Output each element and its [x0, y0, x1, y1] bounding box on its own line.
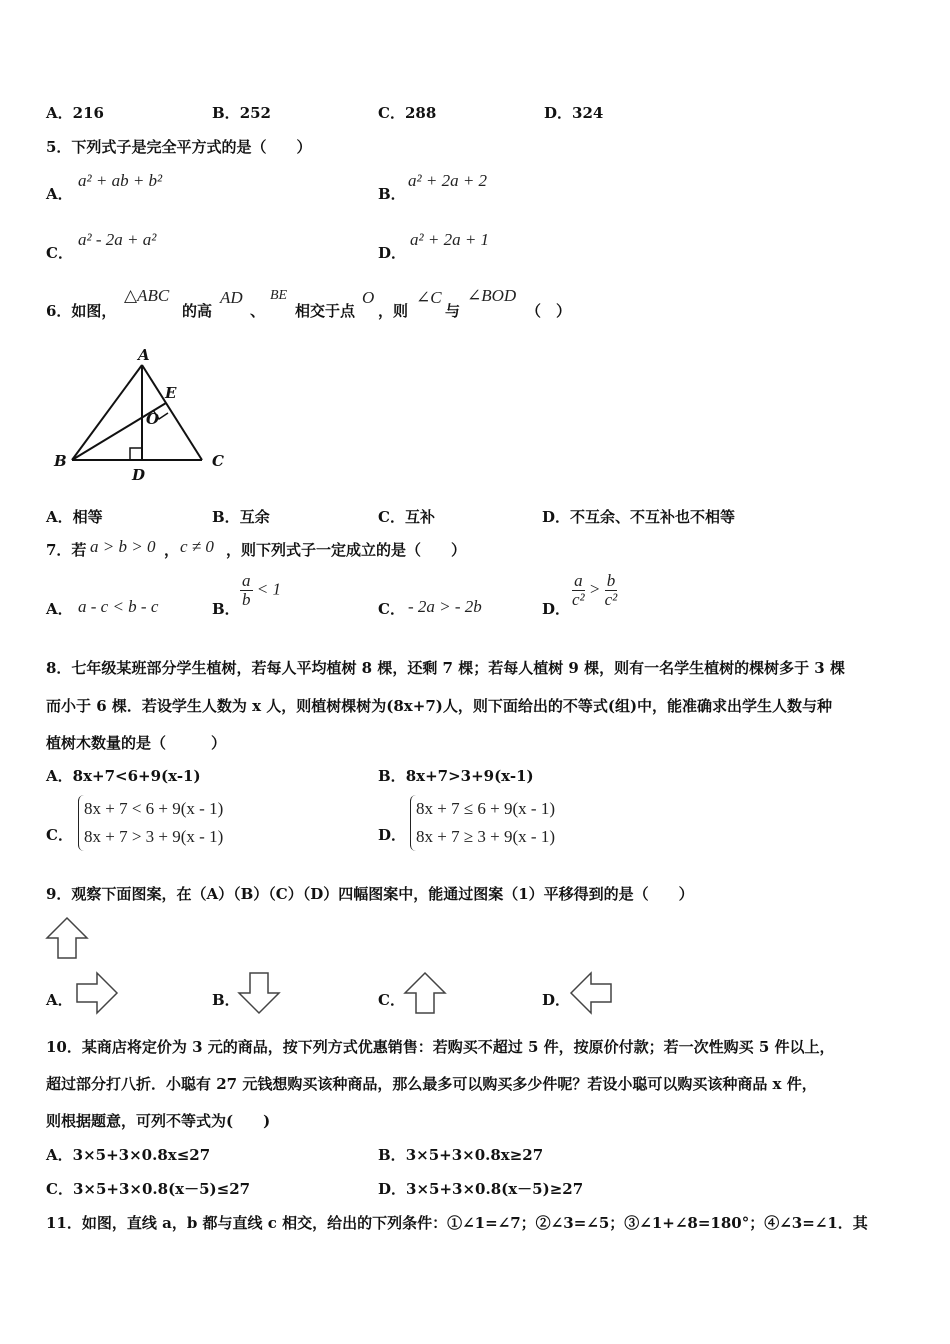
q8-option-c-system: 8x + 7 < 6 + 9(x - 1) 8x + 7 > 3 + 9(x - 1) — [78, 795, 223, 851]
q10-option-d: D．3×5+3×0.8(x－5)≥27 — [378, 1180, 584, 1198]
q10-line-1: 10．某商店将定价为 3 元的商品，按下列方式优惠销售：若购买不超过 5 件，按原价付款；若一次性购买 5 件以上， — [46, 1038, 835, 1056]
fig-label-a: A — [138, 346, 150, 364]
fig-label-c: C — [212, 452, 224, 470]
q8-line-1: 8．七年级某班部分学生植树，若每人平均植树 8 棵，还剩 7 棵；若每人植树 9 棵，则有一名学生植树的棵树多于 3 棵 — [46, 659, 845, 677]
q9-option-a-letter: A． — [46, 991, 73, 1009]
q7-option-d-expr: $\frac{a}{\text{c²}}$ > $\frac{b}{\text{c²}}$ — [572, 571, 618, 609]
q8-option-d-letter: D． — [378, 826, 407, 844]
q10-option-c: C．3×5+3×0.8(x－5)≤27 — [46, 1180, 251, 1198]
q8-option-a: A．8x+7<6+9(x-1) — [46, 767, 201, 785]
q8-line-2: 而小于 6 棵．若设学生人数为 x 人，则植树棵树为(8x+7)人，则下面给出的不等式(组)中，能准确求出学生人数与种 — [46, 697, 833, 715]
q4-option-a: A．216 — [46, 104, 104, 122]
q5-option-d-expr: a² + 2a + 1 — [410, 230, 490, 249]
q6-option-a: A．相等 — [46, 508, 103, 526]
q10-option-b: B．3×5+3×0.8x≥27 — [378, 1146, 544, 1164]
q5-option-a-expr: a² + ab + b² — [78, 171, 163, 190]
q11-stem: 11．如图，直线 a，b 都与直线 c 相交，给出的下列条件：①∠1=∠7；②∠3=∠5；③∠1+∠8=180°；④∠3=∠1．其 — [46, 1214, 868, 1232]
q9-option-b-letter: B． — [212, 991, 240, 1009]
q5-option-c-expr: a² - 2a + a² — [78, 230, 157, 249]
up-arrow-icon — [402, 970, 448, 1016]
fig-label-b: B — [54, 452, 67, 470]
fig-label-o: O — [146, 410, 160, 428]
q7-option-c-expr: - 2a > - 2b — [408, 597, 482, 616]
q9-stem: 9．观察下面图案，在（A）（B）（C）（D）四幅图案中，能通过图案（1）平移得到的是（ ） — [46, 885, 694, 903]
q10-line-2: 超过部分打八折．小聪有 27 元钱想购买该种商品，那么最多可以购买多少件呢？若设小聪可以购买该种商品 x 件， — [46, 1075, 817, 1093]
q4-option-d: D．324 — [544, 104, 604, 122]
q10-line-3: 则根据题意，可列不等式为( ) — [46, 1112, 271, 1130]
q6-option-d: D．不互余、不互补也不相等 — [542, 508, 736, 526]
q8-line-3: 植树木数量的是（ ） — [46, 734, 227, 752]
q6-option-b: B．互余 — [212, 508, 270, 526]
right-arrow-icon — [72, 970, 120, 1016]
q4-option-b: B．252 — [212, 104, 271, 122]
fig-label-e: E — [165, 384, 177, 402]
q5-option-c-letter: C． — [46, 244, 73, 262]
q7-option-a-letter: A． — [46, 600, 73, 618]
q7-option-d-letter: D． — [542, 600, 571, 618]
q7-option-b-letter: B． — [212, 600, 240, 618]
q5-option-b-letter: B． — [378, 185, 406, 203]
q7-option-b-expr: $\frac{a}{b}$ < 1 — [242, 571, 281, 609]
q5-option-d-letter: D． — [378, 244, 407, 262]
q8-option-b: B．8x+7>3+9(x-1) — [378, 767, 534, 785]
q8-option-d-system: 8x + 7 ≤ 6 + 9(x - 1) 8x + 7 ≥ 3 + 9(x - 1) — [410, 795, 555, 851]
up-arrow-icon — [44, 915, 90, 961]
fig-label-d: D — [132, 466, 146, 484]
left-arrow-icon — [568, 970, 616, 1016]
q7-option-a-expr: a - c < b - c — [78, 597, 159, 616]
q6-option-c: C．互补 — [378, 508, 435, 526]
q10-option-a: A．3×5+3×0.8x≤27 — [46, 1146, 211, 1164]
q9-option-c-letter: C． — [378, 991, 405, 1009]
q7-option-c-letter: C． — [378, 600, 405, 618]
q4-option-c: C．288 — [378, 104, 437, 122]
q5-option-b-expr: a² + 2a + 2 — [408, 171, 488, 190]
q6-triangle-figure — [50, 340, 240, 490]
q8-option-c-letter: C． — [46, 826, 73, 844]
q5-option-a-letter: A． — [46, 185, 73, 203]
q9-option-d-letter: D． — [542, 991, 571, 1009]
down-arrow-icon — [236, 970, 282, 1016]
q5-stem: 5．下列式子是完全平方式的是（ ） — [46, 138, 312, 156]
